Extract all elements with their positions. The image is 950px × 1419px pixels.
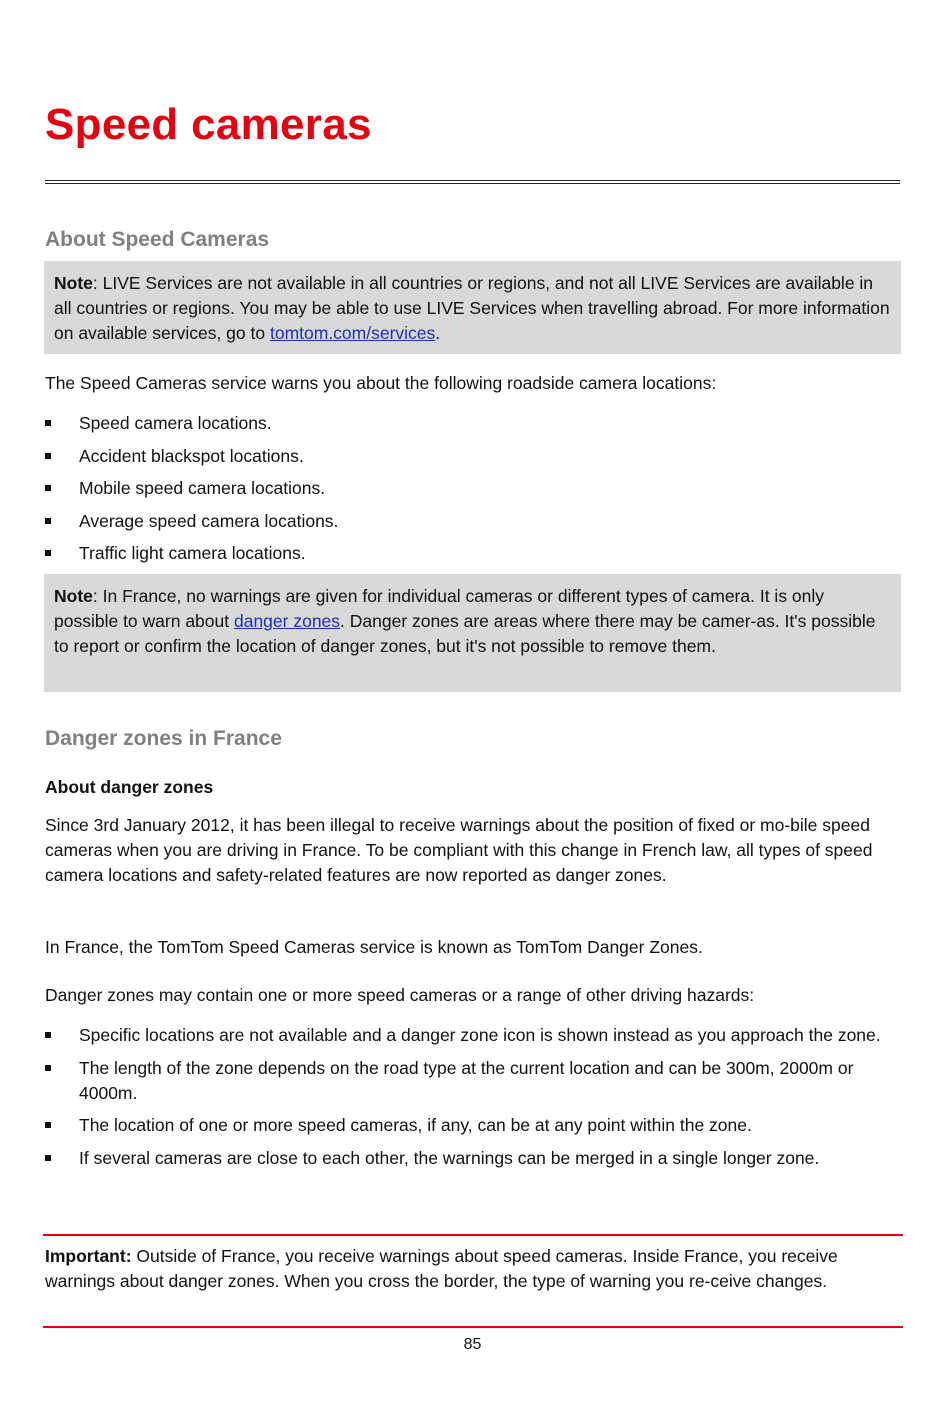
list-item-text: Speed camera locations.	[79, 413, 272, 433]
list-item	[45, 541, 895, 566]
danger-zones-para-2: In France, the TomTom Speed Cameras service is known as TomTom Danger Zones.	[45, 937, 703, 957]
list-item-text: The location of one or more speed cameras, if any, can be at any point within the zone.	[79, 1115, 752, 1135]
list-item-text: Specific locations are not available and a danger zone icon is shown instead as you approach the zone.	[79, 1025, 881, 1045]
bullet-square-icon	[45, 453, 51, 459]
list-item	[45, 1056, 895, 1106]
note-box-france	[44, 574, 901, 692]
list-item-text: Average speed camera locations.	[79, 510, 339, 531]
danger-zones-link[interactable]: danger zones	[233, 611, 341, 631]
bullet-square-icon	[45, 1065, 51, 1071]
camera-types-list	[45, 411, 895, 566]
page-number: 85	[463, 1336, 482, 1353]
note-text-end: . Danger zones are areas where there may be camer-as. It's possible to report or confirm the location of danger zones, but it's not possible to remove them.	[54, 611, 876, 656]
note-box-live-services	[44, 261, 901, 354]
danger-zones-para-3: Danger zones may contain one or more speed cameras or a range of other driving hazards:	[45, 985, 755, 1005]
list-item	[45, 1146, 895, 1171]
section-heading-about-speed-cameras: About Speed Cameras	[45, 228, 270, 251]
page-title: Speed cameras	[45, 100, 372, 149]
list-item	[45, 411, 895, 436]
bullet-square-icon	[45, 1122, 51, 1128]
note-text-end: .	[435, 323, 441, 343]
tomtom-services-link[interactable]: tomtom.com/services	[269, 323, 436, 343]
list-item-text: Accident blackspot locations.	[79, 445, 304, 466]
title-divider	[45, 180, 900, 184]
bullet-square-icon	[45, 485, 51, 491]
list-item	[45, 476, 895, 501]
important-text	[45, 1244, 903, 1294]
bullet-square-icon	[45, 1032, 51, 1038]
important-label: Important:	[45, 1246, 132, 1266]
bullet-square-icon	[45, 420, 51, 426]
list-item	[45, 1113, 895, 1138]
speed-cameras-intro: The Speed Cameras service warns you about the following roadside camera locations:	[45, 373, 717, 393]
danger-zones-para-1: Since 3rd January 2012, it has been illegal to receive warnings about the position of fixed or mo-bile speed cameras when you are driving in France. To be compliant with this change in French law, all types of speed camera locations and safety-related features are now reported as danger zones.	[45, 815, 873, 885]
list-item-text: The length of the zone depends on the road type at the current location and can be 300m, 2000m or 4000m.	[79, 1057, 854, 1103]
list-item-text: If several cameras are close to each other, the warnings can be merged in a single longer zone.	[79, 1147, 820, 1168]
note-label: Note	[54, 586, 93, 606]
important-body: Outside of France, you receive warnings about speed cameras. Inside France, you receive warnings about danger zones. When you cross the border, the type of warning you re-ceive changes.	[45, 1246, 838, 1291]
important-box	[43, 1234, 903, 1328]
bullet-square-icon	[45, 1155, 51, 1161]
note-label: Note	[54, 273, 93, 293]
list-item-text: Mobile speed camera locations.	[79, 478, 326, 498]
bullet-square-icon	[45, 518, 51, 524]
list-item	[45, 444, 895, 469]
subheading-about-danger-zones: About danger zones	[45, 777, 214, 797]
section-heading-danger-zones: Danger zones in France	[45, 727, 282, 750]
bullet-square-icon	[45, 550, 51, 556]
list-item	[45, 1023, 895, 1048]
note-text: : LIVE Services are not available in all countries or regions, and not all LIVE Services are available in all countries or regions. You may be able to use LIVE Services when travelling abroad. For more information on available services, go to	[54, 273, 890, 343]
list-item	[45, 509, 895, 534]
list-item-text: Traffic light camera locations.	[79, 543, 306, 563]
note-text: : In France, no warnings are given for individual cameras or different types of camera. It is only possible to warn about	[54, 586, 825, 631]
danger-zone-facts-list	[45, 1023, 895, 1171]
